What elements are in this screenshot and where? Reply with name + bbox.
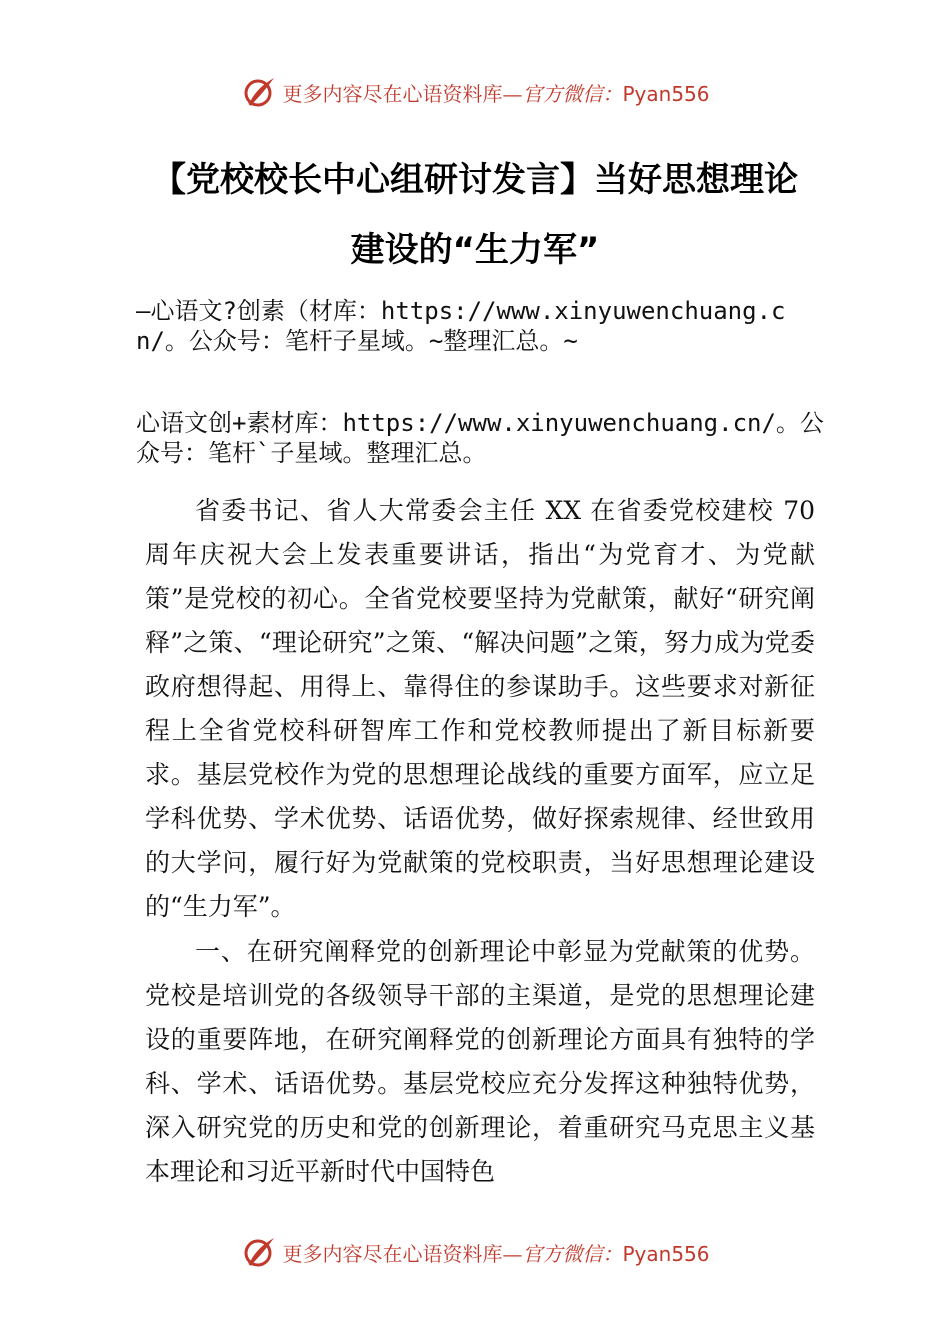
source-note-1: —心语文?创素（材库：https://www.xinyuwenchuang.cn/。公众号：笔杆子星域。~整理汇总。~ [136, 297, 786, 355]
banner-wechat-label: 官方微信： [522, 1241, 623, 1266]
banner-wechat-account: Pyan556 [622, 81, 710, 106]
footer-banner [0, 1230, 950, 1274]
banner-wechat-account: Pyan556 [622, 1241, 710, 1266]
banner-main-text: 更多内容尽在心语资料库 [282, 81, 503, 106]
header-banner [0, 70, 950, 114]
document-title-line-1: 【党校校长中心组研讨发言】当好思想理论 [152, 160, 798, 200]
banner-wechat-label: 官方微信： [522, 81, 623, 106]
banner-dash: — [502, 81, 523, 106]
source-note-2: 心语文创+素材库：https://www.xinyuwenchuang.cn/。公众号：笔杆`子星域。整理汇总。 [136, 409, 824, 467]
body-paragraph-2-block [145, 930, 815, 1194]
body-paragraph-1-block [145, 489, 815, 929]
banner-text [282, 1238, 709, 1267]
banner-main-text: 更多内容尽在心语资料库 [282, 1241, 503, 1266]
brush-logo-icon [240, 1232, 280, 1272]
body-paragraph-2: 一、在研究阐释党的创新理论中彰显为党献策的优势。党校是培训党的各级领导干部的主渠道，是党的思想理论建设的重要阵地，在研究阐释党的创新理论方面具有独特的学科、学术、话语优势。基层党校应充分发挥这种独特优势，深入研究党的历史和党的创新理论，着重研究马克思主义基本理论和习近平新时代中国特色 [145, 937, 815, 1186]
brush-logo-icon [240, 72, 280, 112]
body-paragraph-1: 省委书记、省人大常委会主任 XX 在省委党校建校 70 周年庆祝大会上发表重要讲话，指出“为党育才、为党献策”是党校的初心。全省党校要坚持为党献策，献好“研究阐释”之策、“理论研究”之策、“解决问题”之策，努力成为党委政府想得起、用得上、靠得住的参谋助手。这些要求对新征程上全省党校科研智库工作和党校教师提出了新目标新要求。基层党校作为党的思想理论战线的重要方面军，应立足学科优势、学术优势、话语优势，做好探索规律、经世致用的大学问，履行好为党献策的党校职责，当好思想理论建设的“生力军”。 [145, 496, 815, 921]
banner-dash: — [502, 1241, 523, 1266]
document-title-line-2: 建设的“生力军” [350, 230, 600, 270]
banner-text [282, 78, 709, 107]
